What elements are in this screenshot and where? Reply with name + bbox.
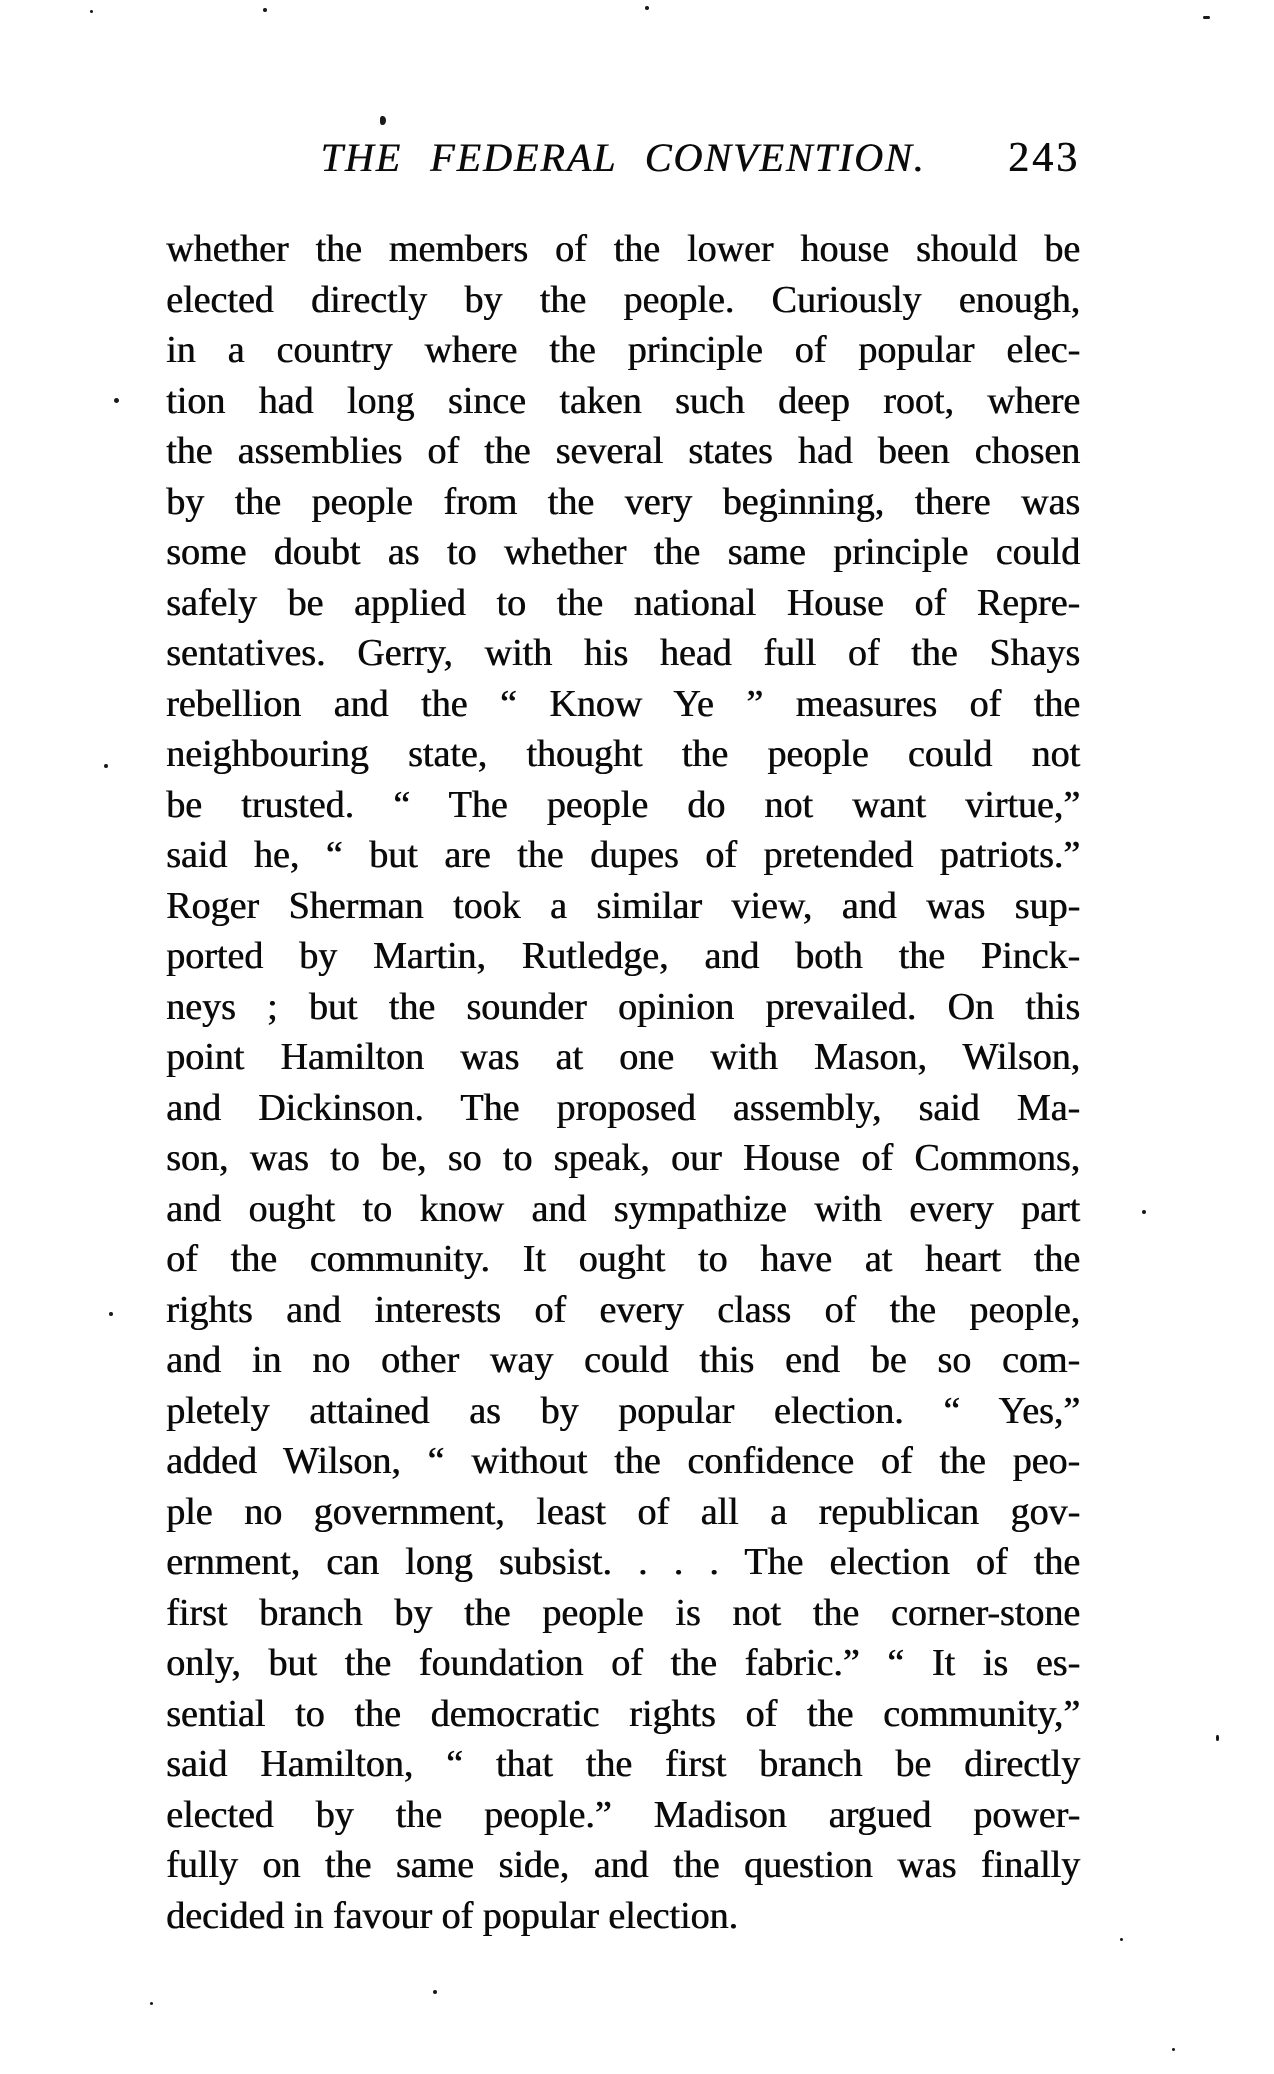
text-line: safely be applied to the national House of Repre- <box>166 581 1080 624</box>
text-line: by the people from the very beginning, there was <box>166 480 1080 523</box>
scan-speckle <box>1216 1735 1219 1741</box>
text-line: ernment, can long subsist. . . . The election of the <box>166 1541 1080 1583</box>
text-line: ported by Martin, Rutledge, and both the Pinck- <box>166 935 1080 977</box>
text-line: sentatives. Gerry, with his head full of the Shays <box>166 632 1080 674</box>
text-line: and Dickinson. The proposed assembly, said Ma- <box>166 1086 1080 1129</box>
scan-speckle <box>1203 16 1210 19</box>
scan-speckle <box>380 116 386 125</box>
running-head <box>166 134 1080 186</box>
text-line: pletely attained as by popular election. “ Yes,” <box>166 1389 1080 1432</box>
text-line: Roger Sherman took a similar view, and was sup- <box>166 884 1080 927</box>
scan-speckle <box>104 764 108 768</box>
text-line: first branch by the people is not the corner-stone <box>166 1591 1080 1634</box>
scan-speckle <box>90 10 93 13</box>
text-line: decided in favour of popular election. <box>166 1894 738 1937</box>
scan-speckle <box>1120 1938 1123 1941</box>
text-line: elected by the people.” Madison argued power- <box>166 1793 1080 1836</box>
page-title: THE FEDERAL CONVENTION. <box>320 135 926 180</box>
text-line: said he, “ but are the dupes of pretended patriots.” <box>166 834 1080 876</box>
text-line: neighbouring state, thought the people could not <box>166 733 1080 775</box>
text-line: said Hamilton, “ that the first branch be directly <box>166 1743 1080 1785</box>
text-line: fully on the same side, and the question was finally <box>166 1844 1080 1886</box>
scan-speckle <box>109 1312 113 1316</box>
text-line: of the community. It ought to have at heart the <box>166 1238 1080 1280</box>
text-line: and ought to know and sympathize with every part <box>166 1187 1080 1230</box>
scan-speckle <box>114 398 119 403</box>
text-line: in a country where the principle of popular elec- <box>166 329 1080 371</box>
scan-speckle <box>645 6 649 10</box>
body-text <box>166 224 1080 1941</box>
scan-speckle <box>150 2002 153 2005</box>
text-line: only, but the foundation of the fabric.” “ It is es- <box>166 1642 1080 1684</box>
scan-speckle <box>1142 1210 1146 1214</box>
text-line: and in no other way could this end be so com- <box>166 1339 1080 1381</box>
text-line: rebellion and the “ Know Ye ” measures of the <box>166 682 1080 725</box>
text-line: added Wilson, “ without the confidence of the peo- <box>166 1440 1080 1482</box>
text-line: son, was to be, so to speak, our House of Commons, <box>166 1137 1080 1179</box>
scan-speckle <box>433 1990 437 1994</box>
text-line: point Hamilton was at one with Mason, Wilson, <box>166 1036 1080 1078</box>
text-line: sential to the democratic rights of the community,” <box>166 1692 1080 1735</box>
text-line: the assemblies of the several states had been chosen <box>166 430 1080 472</box>
text-line: elected directly by the people. Curiously enough, <box>166 278 1080 321</box>
text-line: rights and interests of every class of the people, <box>166 1288 1080 1331</box>
text-line: some doubt as to whether the same principle could <box>166 531 1080 573</box>
page-number: 243 <box>1008 135 1080 181</box>
text-line: tion had long since taken such deep root, where <box>166 379 1080 422</box>
scan-speckle <box>1172 2048 1175 2051</box>
text-line: ple no government, least of all a republican gov- <box>166 1490 1080 1533</box>
text-line: whether the members of the lower house should be <box>166 228 1080 270</box>
scan-speckle <box>263 8 267 12</box>
text-line: neys ; but the sounder opinion prevailed. On this <box>166 985 1080 1028</box>
text-line: be trusted. “ The people do not want virtue,” <box>166 783 1080 826</box>
